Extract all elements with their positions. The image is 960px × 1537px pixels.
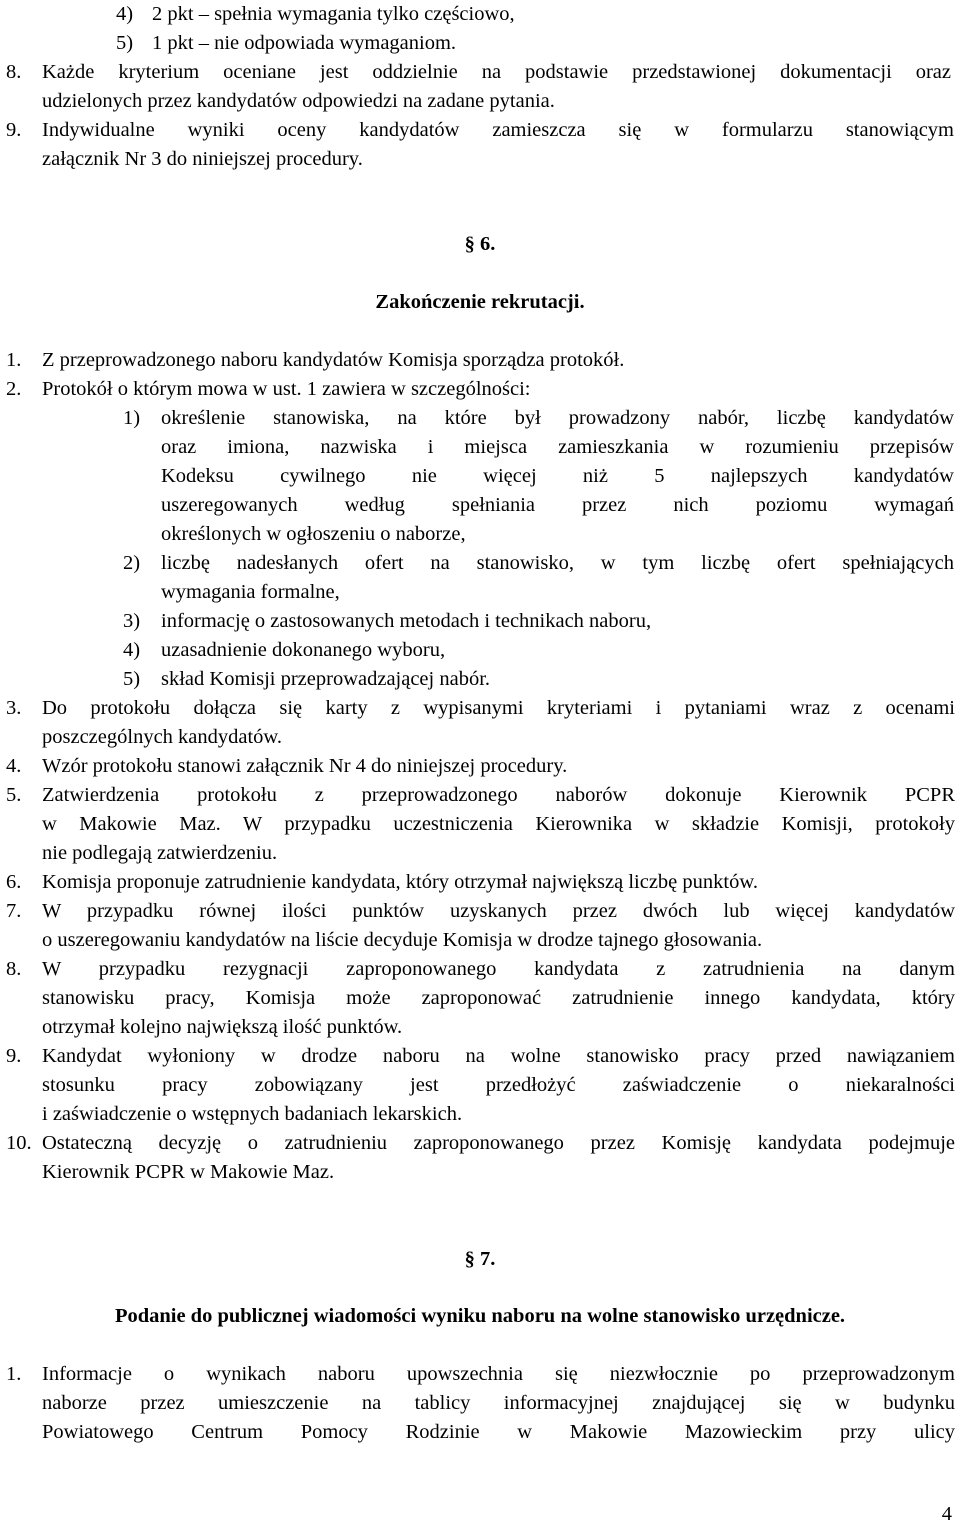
list-number: 8.	[6, 61, 22, 83]
sublist-number: 3)	[123, 610, 141, 632]
list-item-text: Komisja proponuje zatrudnienie kandydata, który otrzymał największą liczbę punktów.	[42, 871, 758, 893]
list-number: 4)	[116, 3, 134, 25]
list-number: 5)	[116, 32, 134, 54]
paragraph-line: uszeregowanych według spełniania przez nich poziomu wymagań	[161, 494, 954, 516]
paragraph-line: wymagania formalne,	[161, 581, 340, 603]
paragraph-line: Kierownik PCPR w Makowie Maz.	[42, 1161, 335, 1183]
paragraph-line: określenie stanowiska, na które był prowadzony nabór, liczbę kandydatów	[161, 407, 954, 429]
sublist-number: 5)	[123, 668, 141, 690]
sublist-number: 1)	[123, 407, 141, 429]
list-item-text: uzasadnienie dokonanego wyboru,	[161, 639, 446, 661]
list-number: 9.	[6, 119, 22, 141]
paragraph-line: Powiatowego Centrum Pomocy Rodzinie w Makowie Mazowieckim przy ulicy	[42, 1421, 955, 1443]
paragraph-line: stosunku pracy zobowiązany jest przedłożyć zaświadczenie o niekaralności	[42, 1074, 955, 1096]
list-item-text: 1 pkt – nie odpowiada wymaganiom.	[152, 32, 457, 54]
paragraph-line: otrzymał kolejno największą ilość punktów.	[42, 1016, 403, 1038]
list-item-text: 2 pkt – spełnia wymagania tylko częściowo,	[152, 3, 515, 25]
paragraph-line: załącznik Nr 3 do niniejszej procedury.	[42, 148, 363, 170]
section-heading: § 6.	[464, 233, 496, 255]
paragraph-line: Zatwierdzenia protokołu z przeprowadzonego naborów dokonuje Kierownik PCPR	[42, 784, 955, 806]
list-item-text: Wzór protokołu stanowi załącznik Nr 4 do niniejszej procedury.	[42, 755, 568, 777]
paragraph-line: Indywidualne wyniki oceny kandydatów zamieszcza się w formularzu stanowiącym	[42, 119, 954, 141]
list-number: 2.	[6, 378, 22, 400]
list-number: 6.	[6, 871, 22, 893]
list-number: 5.	[6, 784, 22, 806]
paragraph-line: udzielonych przez kandydatów odpowiedzi na zadane pytania.	[42, 90, 555, 112]
sublist-number: 2)	[123, 552, 141, 574]
list-item-text: informację o zastosowanych metodach i technikach naboru,	[161, 610, 652, 632]
list-number: 1.	[6, 349, 22, 371]
paragraph-line: stanowisku pracy, Komisja może zaproponować zatrudnienie innego kandydata, który	[42, 987, 955, 1009]
paragraph-line: Do protokołu dołącza się karty z wypisanymi kryteriami i pytaniami wraz z ocenami	[42, 697, 955, 719]
section-title: Zakończenie rekrutacji.	[375, 291, 585, 313]
paragraph-line: naborze przez umieszczenie na tablicy informacyjnej znajdującej się w budynku	[42, 1392, 955, 1414]
paragraph-line: liczbę nadesłanych ofert na stanowisko, w tym liczbę ofert spełniających	[161, 552, 954, 574]
page-number: 4	[941, 1503, 952, 1525]
section-title: Podanie do publicznej wiadomości wyniku naboru na wolne stanowisko urzędnicze.	[114, 1305, 846, 1327]
paragraph-line: nie podlegają zatwierdzeniu.	[42, 842, 278, 864]
list-item-text: Protokół o którym mowa w ust. 1 zawiera w szczególności:	[42, 378, 531, 400]
sublist-number: 4)	[123, 639, 141, 661]
paragraph-line: Informacje o wynikach naboru upowszechnia się niezwłocznie po przeprowadzonym	[42, 1363, 955, 1385]
paragraph-line: poszczególnych kandydatów.	[42, 726, 283, 748]
paragraph-line: oraz imiona, nazwiska i miejsca zamieszkania w rozumieniu przepisów	[161, 436, 954, 458]
list-item-text: skład Komisji przeprowadzającej nabór.	[161, 668, 491, 690]
paragraph-line: Kodeksu cywilnego nie więcej niż 5 najlepszych kandydatów	[161, 465, 954, 487]
list-number: 9.	[6, 1045, 22, 1067]
list-number: 4.	[6, 755, 22, 777]
paragraph-line: Ostateczną decyzję o zatrudnieniu zaproponowanego przez Komisję kandydata podejmuje	[42, 1132, 955, 1154]
list-number: 3.	[6, 697, 22, 719]
list-number: 8.	[6, 958, 22, 980]
paragraph-line: Kandydat wyłoniony w drodze naboru na wolne stanowisko pracy przed nawiązaniem	[42, 1045, 955, 1067]
paragraph-line: W przypadku rezygnacji zaproponowanego kandydata z zatrudnienia na danym	[42, 958, 955, 980]
paragraph-line: Każde kryterium oceniane jest oddzielnie na podstawie przedstawionej dokumentacji oraz	[42, 61, 951, 83]
section-heading: § 7.	[464, 1248, 496, 1270]
paragraph-line: W przypadku równej ilości punktów uzyskanych przez dwóch lub więcej kandydatów	[42, 900, 955, 922]
paragraph-line: o uszeregowaniu kandydatów na liście decyduje Komisja w drodze tajnego głosowania.	[42, 929, 763, 951]
list-item-text: Z przeprowadzonego naboru kandydatów Komisja sporządza protokół.	[42, 349, 625, 371]
paragraph-line: określonych w ogłoszeniu o naborze,	[161, 523, 466, 545]
list-number: 7.	[6, 900, 22, 922]
paragraph-line: w Makowie Maz. W przypadku uczestniczenia Kierownika w składzie Komisji, protokoły	[42, 813, 955, 835]
list-number: 1.	[6, 1363, 22, 1385]
list-number: 10.	[6, 1132, 32, 1154]
paragraph-line: i zaświadczenie o wstępnych badaniach lekarskich.	[42, 1103, 463, 1125]
